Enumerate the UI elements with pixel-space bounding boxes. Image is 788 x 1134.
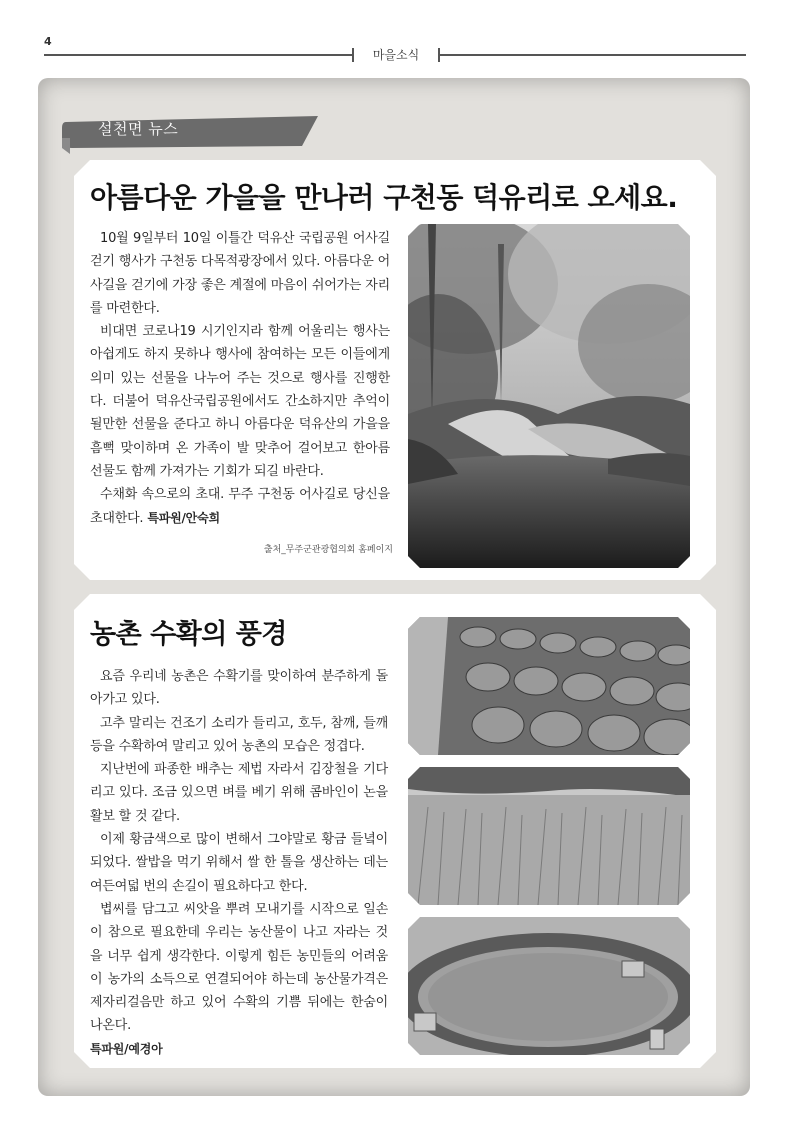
cabbage-field-photo xyxy=(408,617,690,755)
article-body-autumn xyxy=(90,227,390,530)
paragraph: 이제 황금색으로 많이 변해서 그야말로 황금 들녘이 되었다. 쌀밥을 먹기 위해서 쌀 한 톨을 생산하는 데는 여든여덟 번의 손길이 필요하다고 한다. xyxy=(90,832,388,894)
header-rule-cap-left xyxy=(352,48,354,62)
drying-grain-photo xyxy=(408,917,690,1055)
paragraph: 지난번에 파종한 배추는 제법 자라서 김장철을 기다리고 있다. 조금 있으면 벼를 베기 위해 콤바인이 논을 활보 할 것 같다. xyxy=(90,762,388,824)
section-header-title: 마을소식 xyxy=(372,48,420,62)
article-headline-harvest: 농촌 수확의 풍경 xyxy=(90,619,287,650)
paragraph: 볍씨를 담그고 씨앗을 뿌려 모내기를 시작으로 일손이 참으로 필요한데 우리는 농산물이 나고 자라는 것을 너무 쉽게 생각한다. 이렇게 힘든 농민들의 어려움이 농가의 소득으로 연결되어야 하는데 농산물가격은 제자리걸음만 하고 있어 수확의 기쁨 뒤에는 한숨이 나온다. xyxy=(90,901,388,1034)
article-headline-autumn: 아름다운 가을을 만나러 구천동 덕유리로 오세요. xyxy=(90,181,678,214)
header-rule-left xyxy=(44,54,352,56)
paragraph: 요즘 우리네 농촌은 수확기를 맞이하여 분주하게 돌아가고 있다. xyxy=(90,669,388,708)
page-number: 4 xyxy=(44,35,52,48)
paragraph-text: 수채화 속으로의 초대. 무주 구천동 어사길로 당신을 초대한다. xyxy=(90,487,390,526)
paragraph: 10월 9일부터 10일 이틀간 덕유산 국립공원 어사길 걷기 행사가 구천동 다목적광장에서 있다. 아름다운 어사길을 걷기에 가장 좋은 계절에 마음이 쉬어가는 자리를 마련한다. xyxy=(90,231,390,316)
valley-stream-photo xyxy=(408,224,690,568)
paragraph-with-byline xyxy=(90,483,390,530)
section-tab-label: 설천면 뉴스 xyxy=(98,120,179,138)
photo-credit: 출처_무주군관광협의회 홈페이지 xyxy=(263,545,393,555)
header-rule-right xyxy=(440,54,746,56)
article-body-harvest xyxy=(90,665,388,1061)
byline: 특파원/예경아 xyxy=(90,1041,163,1056)
byline: 특파원/안숙희 xyxy=(147,510,220,525)
paragraph: 고추 말리는 건조기 소리가 들리고, 호두, 참깨, 들깨등을 수확하여 말리고 있어 농촌의 모습은 정겹다. xyxy=(90,715,388,754)
rice-paddy-photo xyxy=(408,767,690,905)
paragraph: 비대면 코로나19 시기인지라 함께 어울리는 행사는 아쉽게도 하지 못하나 행사에 참여하는 모든 이들에게 의미 있는 선물을 나누어 주는 것으로 행사를 진행한다. 더불어 덕유산국립공원에서도 간소하지만 추억이 될만한 선물을 준다고 하니 아름다운 덕유산의 가을을 흠뻑 맞이하며 온 가족이 발 맞추어 걸어보고 한아름 선물도 함께 가져가는 기회가 되길 바란다. xyxy=(90,324,390,479)
